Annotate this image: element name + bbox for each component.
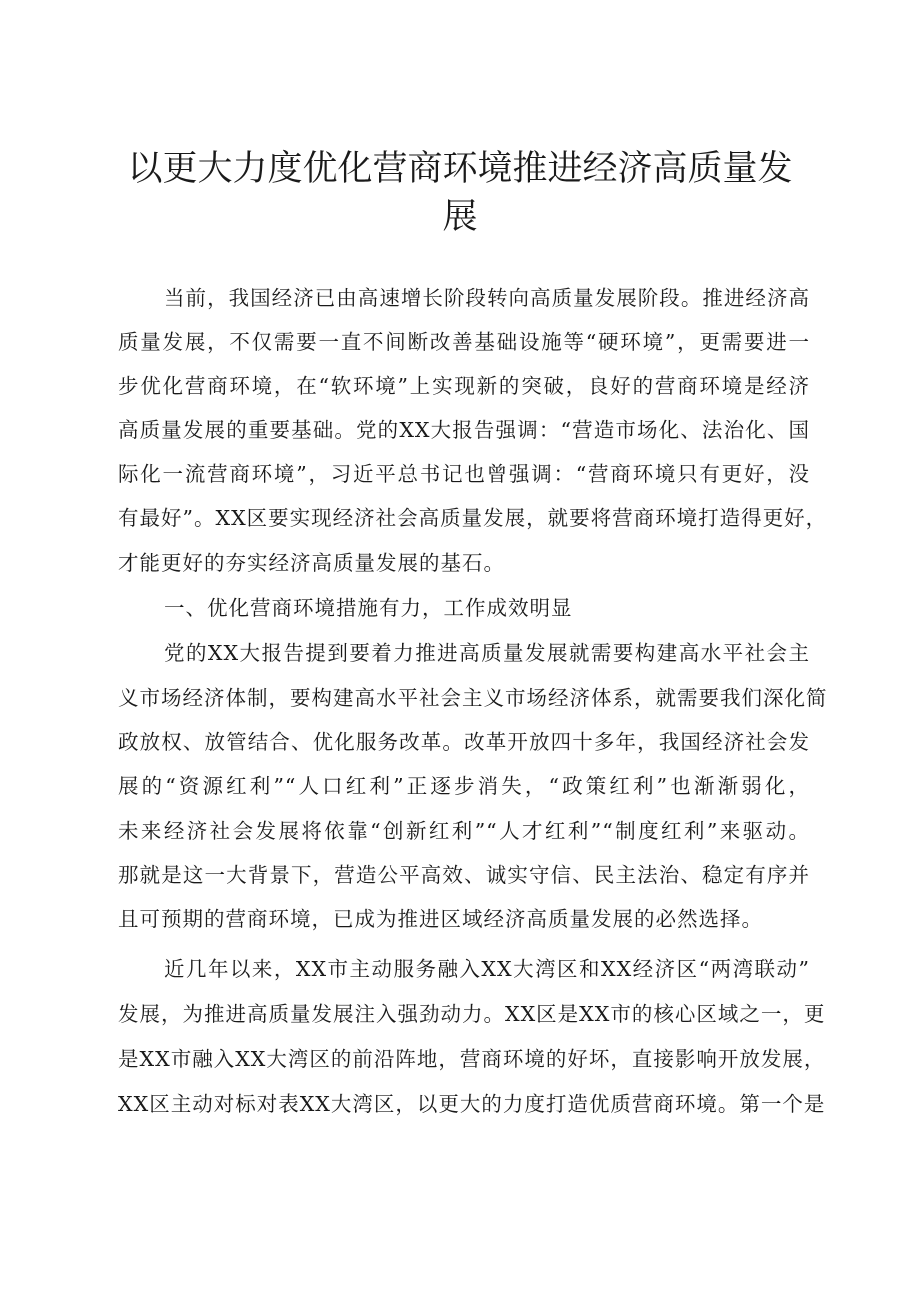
paragraph-line: 且可预期的营商环境，已成为推进区域经济高质量发展的必然选择。 — [118, 907, 763, 931]
paragraph-line: 高质量发展的重要基础。党的XX大报告强调：“营造市场化、法治化、国 — [118, 418, 810, 442]
section-heading: 一、优化营商环境措施有力，工作成效明显 — [164, 596, 573, 620]
paragraph-line: 义市场经济体制，要构建高水平社会主义市场经济体系，就需要我们深化简 — [118, 686, 828, 710]
paragraph-line: 才能更好的夯实经济高质量发展的基石。 — [118, 551, 505, 575]
document-title-line-2: 展 — [442, 197, 478, 237]
paragraph-line: 是XX市融入XX大湾区的前沿阵地，营商环境的好坏，直接影响开放发展， — [118, 1047, 826, 1071]
paragraph-line: 未来经济社会发展将依靠“创新红利”“人才红利”“制度红利”来驱动。 — [118, 819, 810, 843]
paragraph-line: 发展，为推进高质量发展注入强劲动力。XX区是XX市的核心区域之一，更 — [118, 1002, 826, 1026]
paragraph-line: 政放权、放管结合、优化服务改革。改革开放四十多年，我国经济社会发 — [118, 730, 810, 754]
paragraph-line: 有最好”。XX区要实现经济社会高质量发展，就要将营商环境打造得更好， — [118, 506, 828, 530]
paragraph-line: 当前，我国经济已由高速增长阶段转向高质量发展阶段。推进经济高 — [164, 286, 810, 310]
document-title-line-1: 以更大力度优化营商环境推进经济高质量发 — [127, 149, 793, 189]
paragraph-line: 展的“资源红利”“人口红利”正逐步消失，“政策红利”也渐渐弱化， — [118, 774, 810, 798]
paragraph-line: XX区主动对标对表XX大湾区，以更大的力度打造优质营商环境。第一个是 — [118, 1092, 826, 1116]
paragraph-line: 那就是这一大背景下，营造公平高效、诚实守信、民主法治、稳定有序并 — [118, 863, 810, 887]
paragraph-line: 质量发展，不仅需要一直不间断改善基础设施等“硬环境”，更需要进一 — [118, 330, 810, 354]
paragraph-line: 步优化营商环境，在“软环境”上实现新的突破，良好的营商环境是经济 — [118, 374, 810, 398]
paragraph-line: 党的XX大报告提到要着力推进高质量发展就需要构建高水平社会主 — [164, 641, 810, 665]
paragraph-line: 际化一流营商环境”，习近平总书记也曾强调：“营商环境只有更好，没 — [118, 462, 810, 486]
paragraph-line: 近几年以来，XX市主动服务融入XX大湾区和XX经济区“两湾联动” — [164, 957, 810, 981]
